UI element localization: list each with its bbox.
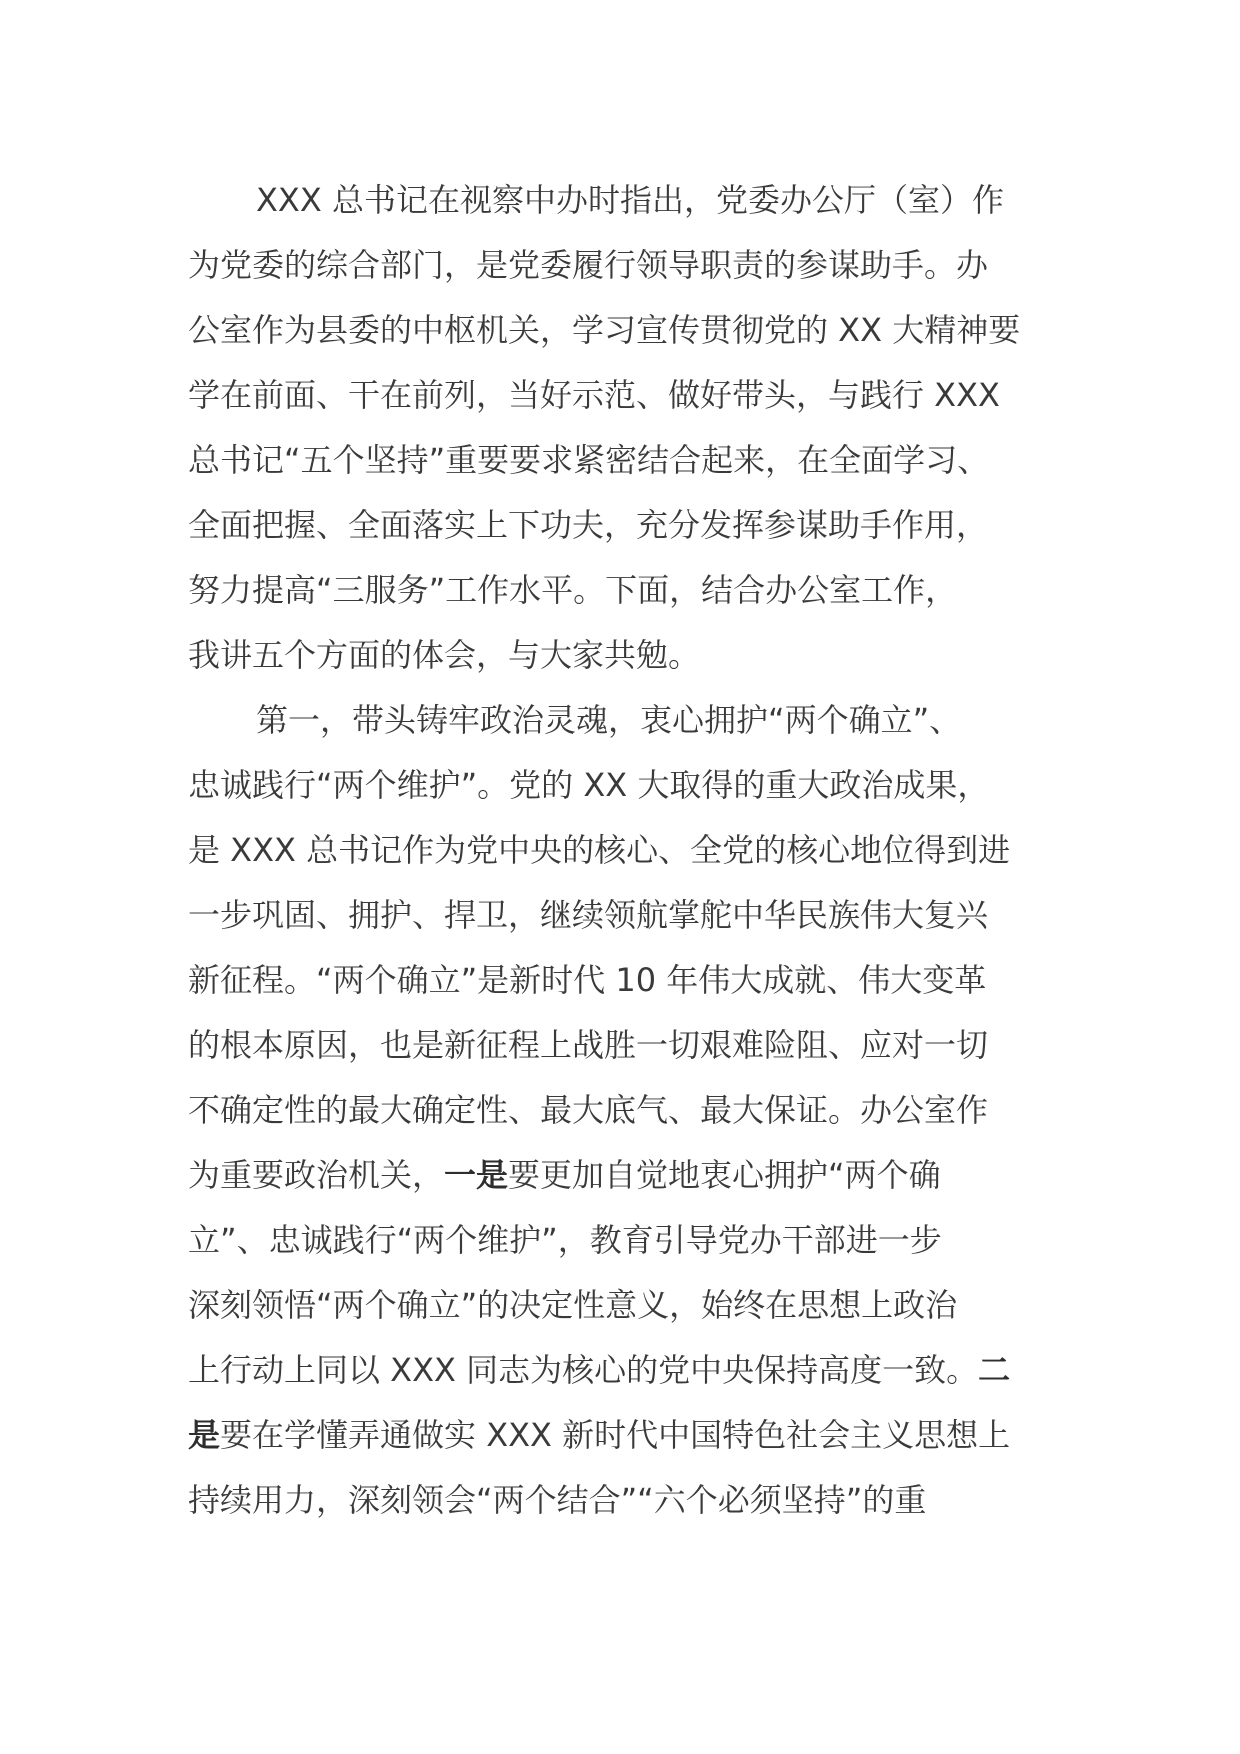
line-text: 为重要政治机关，	[188, 1156, 445, 1194]
bold-enumerator: 二	[978, 1351, 1011, 1389]
paragraph-line: 学在前面、干在前列，当好示范、做好带头，与践行 XXX	[188, 376, 1000, 414]
paragraph-line: 新征程。“两个确立”是新时代 10 年伟大成就、伟大变革	[188, 961, 987, 999]
paragraph-line: 的根本原因，也是新征程上战胜一切艰难险阻、应对一切	[188, 1026, 989, 1064]
line-text: 上行动上同以 XXX 同志为核心的党中央保持高度一致。	[188, 1351, 979, 1389]
paragraph-line: 立”、忠诚践行“两个维护”，教育引导党办干部进一步	[188, 1221, 942, 1259]
line-text: 要在学懂弄通做实 XXX 新时代中国特色社会主义思想上	[220, 1416, 1011, 1454]
paragraph-line: 总书记“五个坚持”重要要求紧密结合起来，在全面学习、	[188, 441, 990, 479]
paragraph-line	[188, 1338, 1068, 1403]
paragraph-line: 一步巩固、拥护、捍卫，继续领航掌舵中华民族伟大复兴	[188, 896, 989, 934]
paragraph-line	[188, 1403, 1068, 1468]
paragraph-line: 持续用力，深刻领会“两个结合”“六个必须坚持”的重	[188, 1481, 927, 1519]
paragraph-2	[188, 688, 1068, 1533]
paragraph-1	[188, 168, 1068, 688]
paragraph-line: 是 XXX 总书记作为党中央的核心、全党的核心地位得到进	[188, 831, 1011, 869]
paragraph-line: 公室作为县委的中枢机关，学习宣传贯彻党的 XX 大精神要	[188, 311, 1021, 349]
bold-enumerator: 是	[188, 1416, 221, 1454]
paragraph-line: 不确定性的最大确定性、最大底气、最大保证。办公室作	[188, 1091, 989, 1129]
line-text: 要更加自觉地衷心拥护“两个确	[508, 1156, 941, 1194]
paragraph-line: 努力提高“三服务”工作水平。下面，结合办公室工作，	[188, 571, 958, 609]
paragraph-line: 忠诚践行“两个维护”。党的 XX 大取得的重大政治成果，	[188, 766, 990, 804]
paragraph-line: 我讲五个方面的体会，与大家共勉。	[188, 636, 701, 674]
paragraph-line: 全面把握、全面落实上下功夫，充分发挥参谋助手作用，	[188, 506, 989, 544]
paragraph-line: 深刻领悟“两个确立”的决定性意义，始终在思想上政治	[188, 1286, 958, 1324]
paragraph-line	[188, 1143, 1068, 1208]
paragraph-line: 为党委的综合部门，是党委履行领导职责的参谋助手。办	[188, 246, 989, 284]
document-page	[188, 168, 1068, 1533]
paragraph-line: XXX 总书记在视察中办时指出，党委办公厅（室）作	[256, 181, 1004, 219]
bold-enumerator: 一是	[444, 1156, 509, 1194]
paragraph-line: 第一，带头铸牢政治灵魂，衷心拥护“两个确立”、	[256, 701, 962, 739]
